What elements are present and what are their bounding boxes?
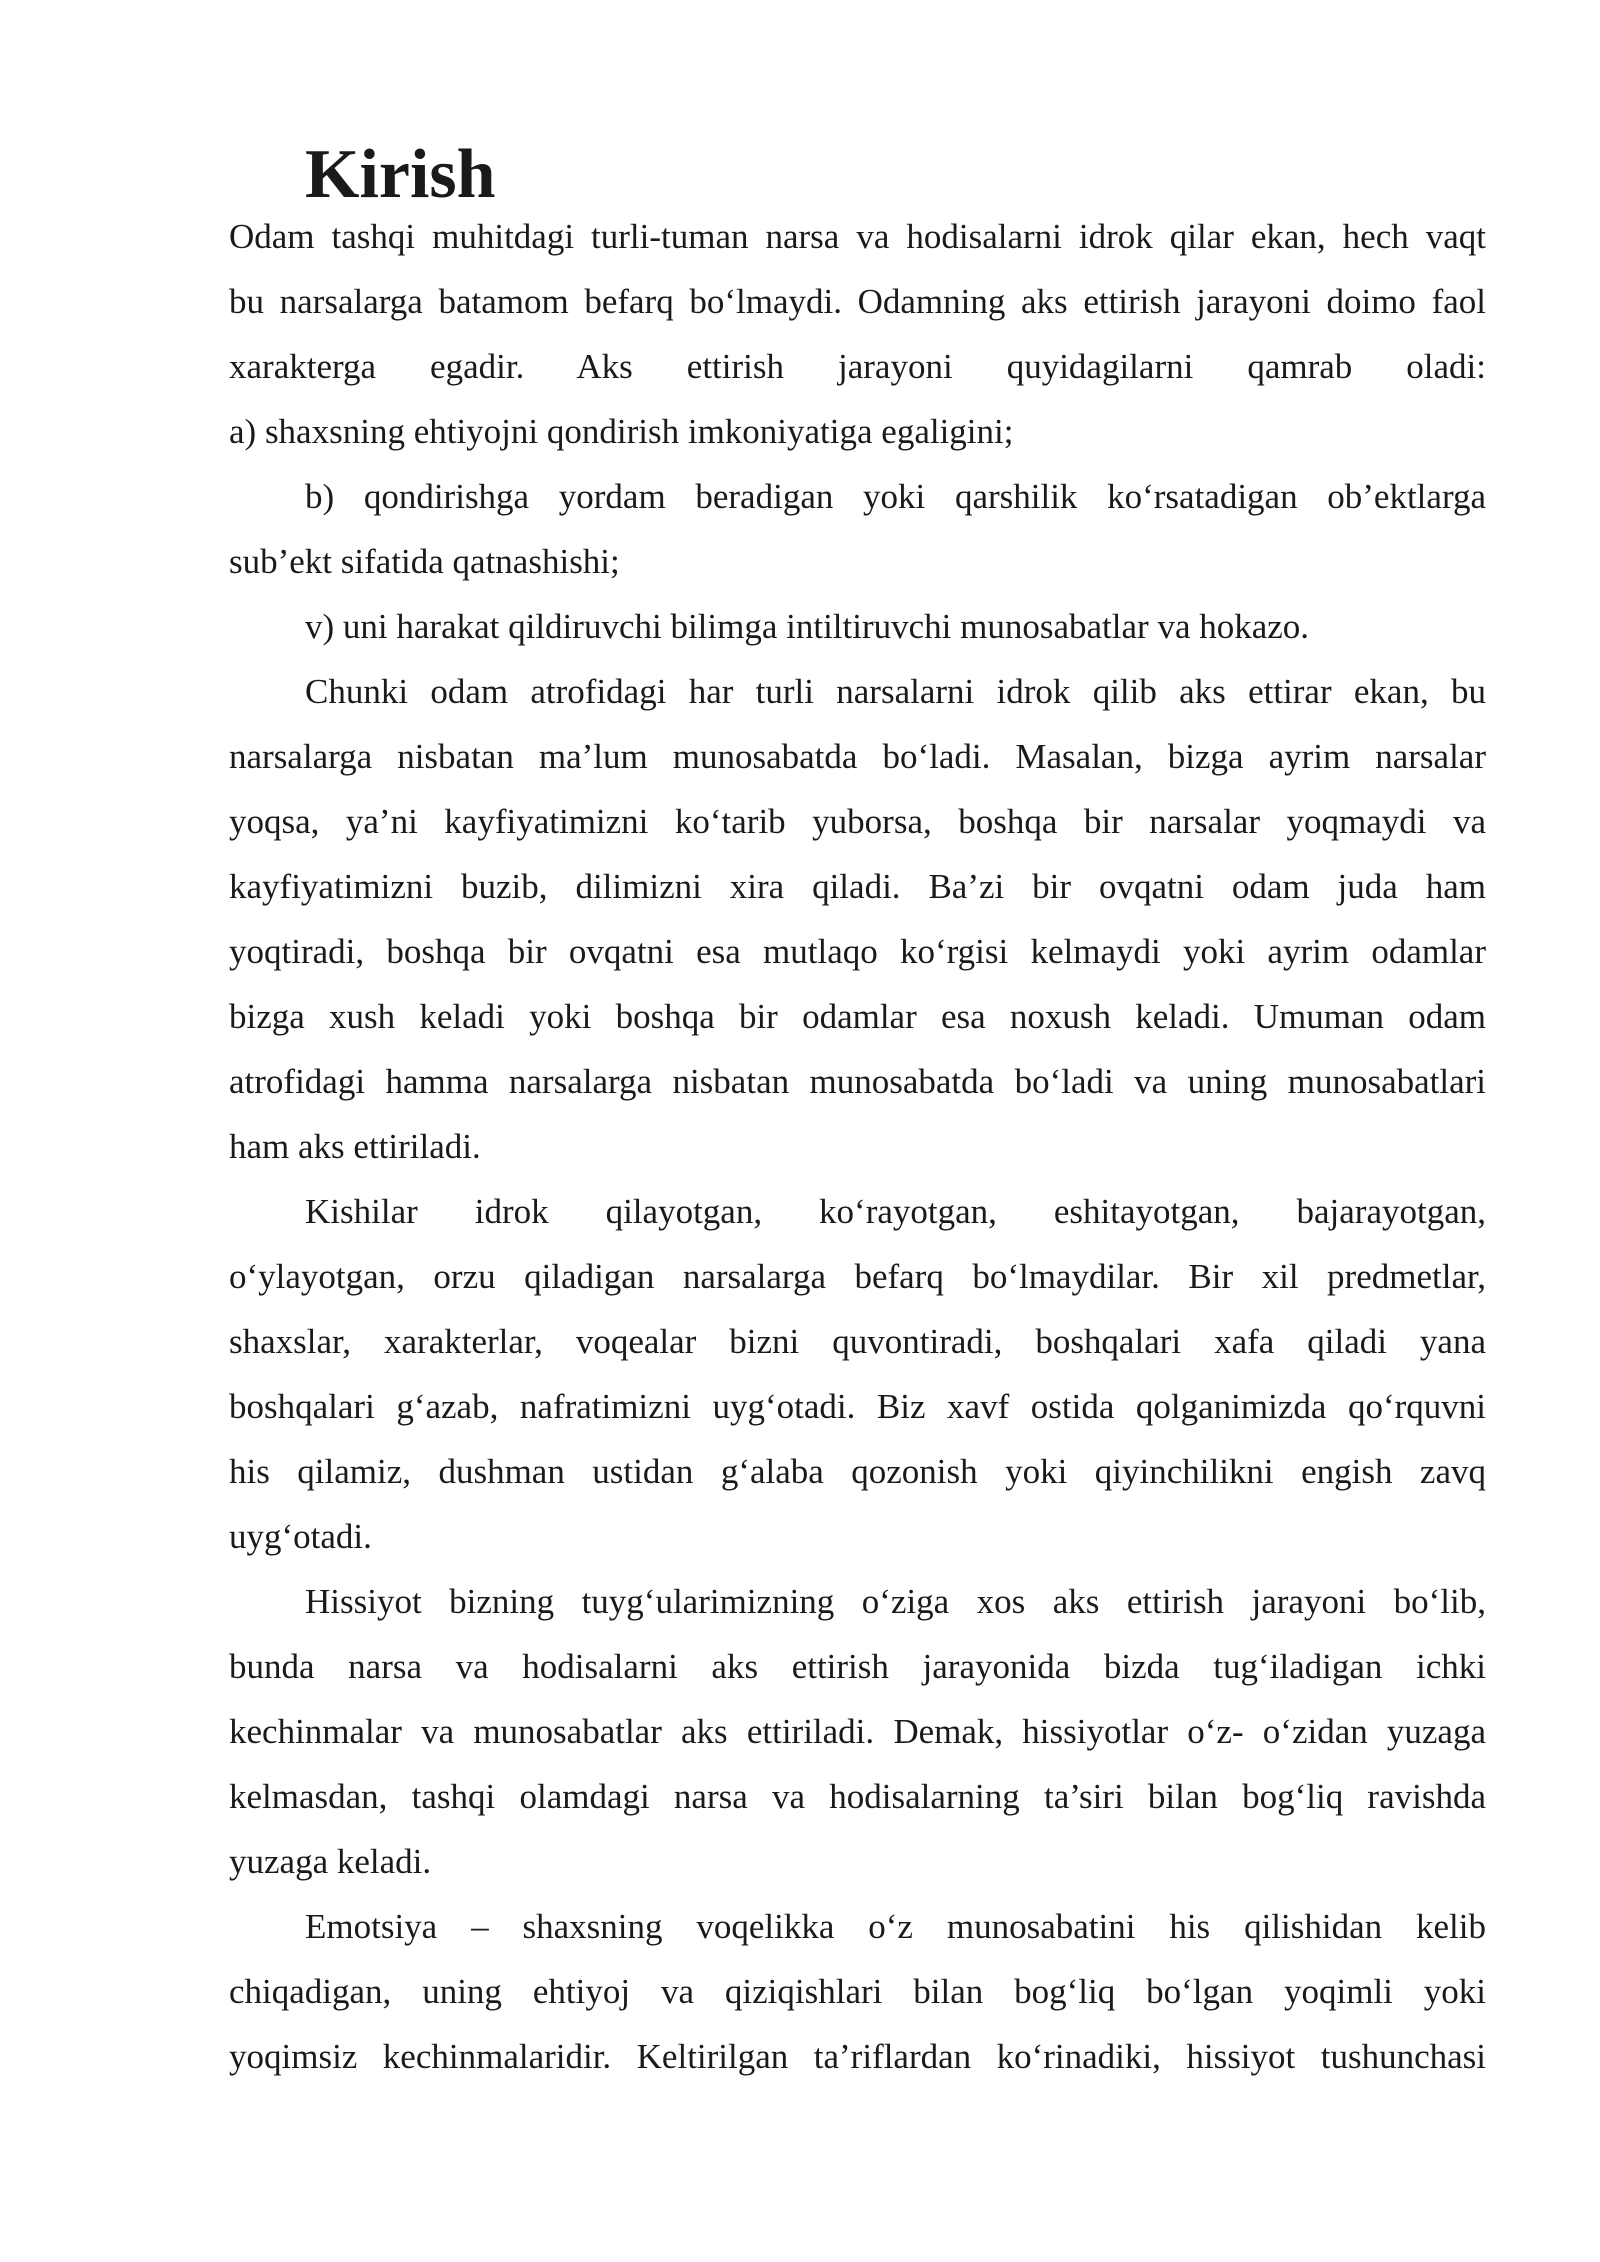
text-line: Emotsiya – shaxsning voqelikka o‘z munosabatini his qilishidan kelib: [305, 1907, 1486, 1946]
text-line: chiqadigan, uning ehtiyoj va qiziqishlari bilan bog‘liq bo‘lgan yoqimli yoki: [229, 1972, 1486, 2011]
text-line: sub’ekt sifatida qatnashishi;: [229, 542, 620, 581]
text-line: v) uni harakat qildiruvchi bilimga intiltiruvchi munosabatlar va hokazo.: [305, 607, 1310, 646]
text-line: narsalarga nisbatan ma’lum munosabatda bo‘ladi. Masalan, bizga ayrim narsalar: [229, 737, 1486, 776]
text-line: a) shaxsning ehtiyojni qondirish imkoniyatiga egaligini;: [229, 412, 1014, 451]
section-heading: Kirish: [305, 136, 496, 213]
text-line: bu narsalarga batamom befarq bo‘lmaydi. Odamning aks ettirish jarayoni doimo faol: [229, 282, 1486, 321]
text-line: o‘ylayotgan, orzu qiladigan narsalarga befarq bo‘lmaydilar. Bir xil predmetlar,: [229, 1257, 1486, 1296]
text-line: kechinmalar va munosabatlar aks ettiriladi. Demak, hissiyotlar o‘z- o‘zidan yuzaga: [229, 1712, 1486, 1751]
text-line: kayfiyatimizni buzib, dilimizni xira qiladi. Ba’zi bir ovqatni odam juda ham: [229, 867, 1486, 906]
text-line: ham aks ettiriladi.: [229, 1127, 481, 1166]
text-line: yoqimsiz kechinmalaridir. Keltirilgan ta’riflardan ko‘rinadiki, hissiyot tushunchasi: [229, 2037, 1486, 2076]
text-line: Odam tashqi muhitdagi turli-tuman narsa va hodisalarni idrok qilar ekan, hech vaqt: [229, 217, 1486, 256]
text-body: [229, 136, 1486, 2089]
text-line: Chunki odam atrofidagi har turli narsalarni idrok qilib aks ettirar ekan, bu: [305, 672, 1486, 711]
text-line: xarakterga egadir. Aks ettirish jarayoni quyidagilarni qamrab oladi:: [229, 347, 1486, 386]
text-line: yuzaga keladi.: [229, 1842, 432, 1881]
text-line: atrofidagi hamma narsalarga nisbatan munosabatda bo‘ladi va uning munosabatlari: [229, 1062, 1486, 1101]
text-line: yoqtiradi, boshqa bir ovqatni esa mutlaqo ko‘rgisi kelmaydi yoki ayrim odamlar: [229, 932, 1486, 971]
text-line: Kishilar idrok qilayotgan, ko‘rayotgan, eshitayotgan, bajarayotgan,: [305, 1192, 1486, 1231]
text-line: Hissiyot bizning tuyg‘ularimizning o‘ziga xos aks ettirish jarayoni bo‘lib,: [305, 1582, 1486, 1621]
text-line: bunda narsa va hodisalarni aks ettirish jarayonida bizda tug‘iladigan ichki: [229, 1647, 1486, 1686]
text-line: boshqalari g‘azab, nafratimizni uyg‘otadi. Biz xavf ostida qolganimizda qo‘rquvni: [229, 1387, 1486, 1426]
text-line: yoqsa, ya’ni kayfiyatimizni ko‘tarib yuborsa, boshqa bir narsalar yoqmaydi va: [229, 802, 1486, 841]
text-line: shaxslar, xarakterlar, voqealar bizni quvontiradi, boshqalari xafa qiladi yana: [229, 1322, 1486, 1361]
text-line: b) qondirishga yordam beradigan yoki qarshilik ko‘rsatadigan ob’ektlarga: [305, 477, 1486, 516]
text-line: his qilamiz, dushman ustidan g‘alaba qozonish yoki qiyinchilikni engish zavq: [229, 1452, 1486, 1491]
text-line: kelmasdan, tashqi olamdagi narsa va hodisalarning ta’siri bilan bog‘liq ravishda: [229, 1777, 1486, 1816]
text-line: bizga xush keladi yoki boshqa bir odamlar esa noxush keladi. Umuman odam: [229, 997, 1486, 1036]
text-line: uyg‘otadi.: [229, 1517, 372, 1556]
paragraph-lines: [229, 204, 1486, 2089]
